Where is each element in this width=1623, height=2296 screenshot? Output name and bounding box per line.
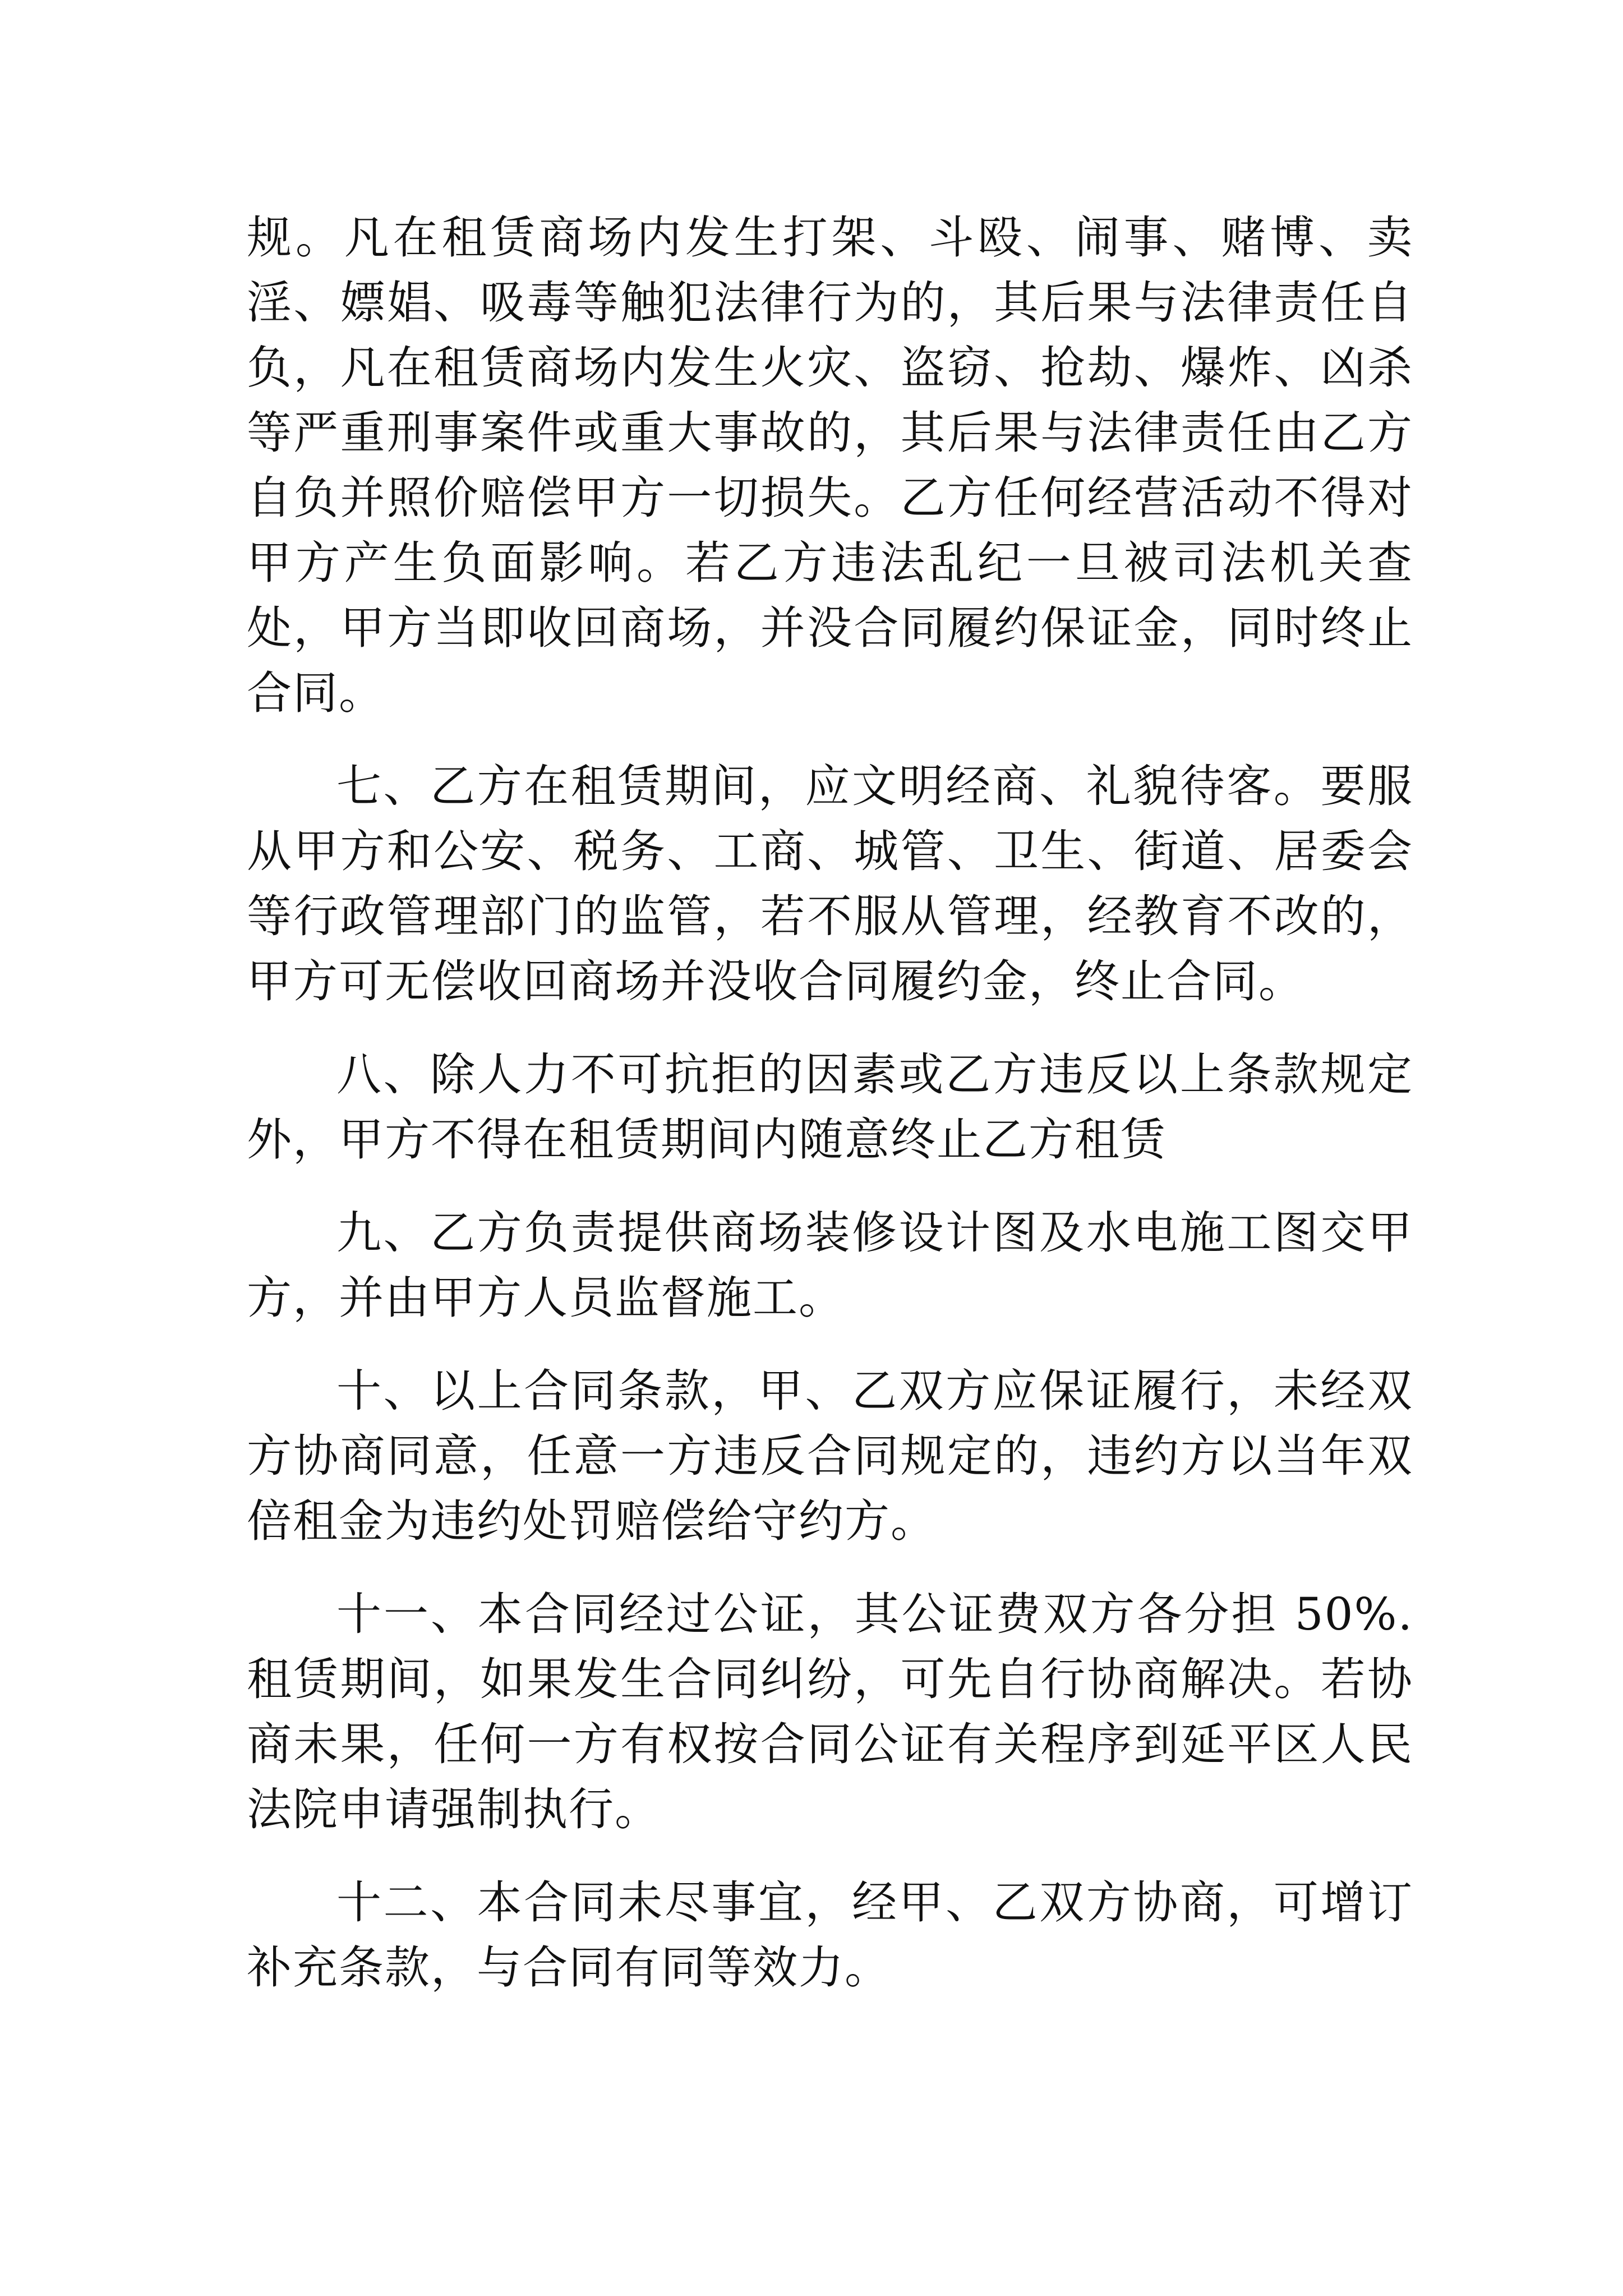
contract-body bbox=[247, 205, 1413, 2028]
paragraph-clause-12: 十二、本合同未尽事宜，经甲、乙双方协商，可增订补充条款，与合同有同等效力。 bbox=[247, 1876, 1413, 1994]
paragraph-clause-10: 十、以上合同条款，甲、乙双方应保证履行，未经双方协商同意，任意一方违反合同规定的，违约方以当年双倍租金为违约处罚赔偿给守约方。 bbox=[247, 1365, 1413, 1547]
paragraph-clause-7: 七、乙方在租赁期间，应文明经商、礼貌待客。要服从甲方和公安、税务、工商、城管、卫生、街道、居委会等行政管理部门的监管，若不服从管理，经教育不改的，甲方可无偿收回商场并没收合同履约金，终止合同。 bbox=[247, 760, 1413, 1007]
paragraph-clause-8: 八、除人力不可抗拒的因素或乙方违反以上条款规定外，甲方不得在租赁期间内随意终止乙方租赁 bbox=[247, 1048, 1413, 1166]
paragraph-continuation: 规。凡在租赁商场内发生打架、斗殴、闹事、赌博、卖淫、嫖娼、吸毒等触犯法律行为的，其后果与法律责任自负，凡在租赁商场内发生火灾、盗窃、抢劫、爆炸、凶杀等严重刑事案件或重大事故的，其后果与法律责任由乙方自负并照价赔偿甲方一切损失。乙方任何经营活动不得对甲方产生负面影响。若乙方违法乱纪一旦被司法机关查处，甲方当即收回商场，并没合同履约保证金，同时终止合同。 bbox=[247, 211, 1413, 719]
paragraph-clause-11: 十一、本合同经过公证，其公证费双方各分担 50%. 租赁期间，如果发生合同纠纷，可先自行协商解决。若协商未果，任何一方有权按合同公证有关程序到延平区人民法院申请强制执行。 bbox=[247, 1588, 1413, 1835]
paragraph-clause-9: 九、乙方负责提供商场装修设计图及水电施工图交甲方，并由甲方人员监督施工。 bbox=[247, 1207, 1413, 1324]
